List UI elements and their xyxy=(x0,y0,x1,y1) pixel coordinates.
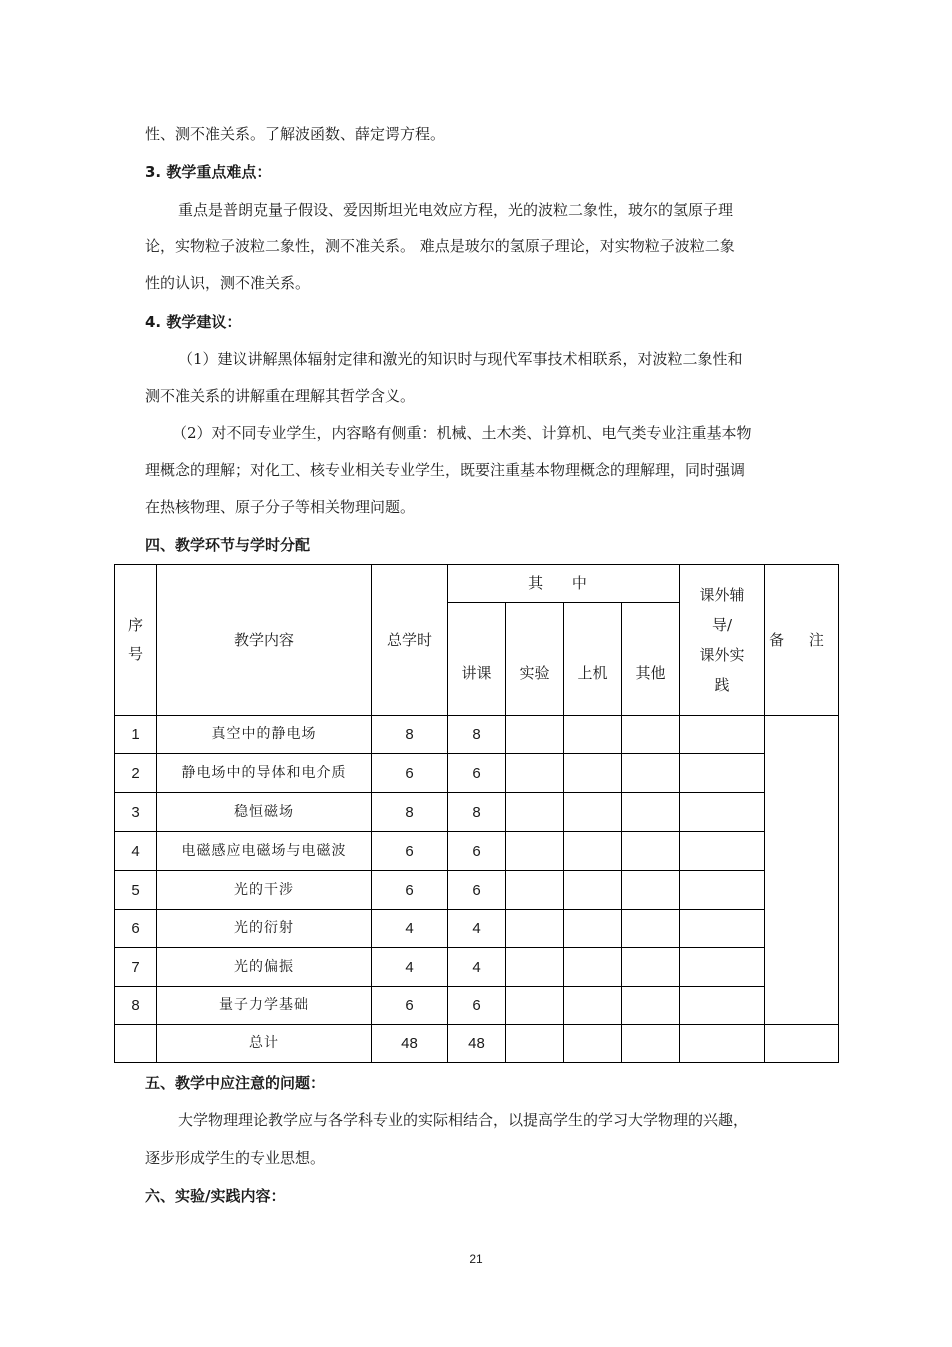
cell-lecture: 8 xyxy=(448,716,506,754)
page-number: 21 xyxy=(469,1252,483,1266)
table-row xyxy=(115,948,839,987)
header-seq-line: 号 xyxy=(127,645,143,663)
cell-content: 电磁感应电磁场与电磁波 xyxy=(157,832,372,871)
cell-remarks xyxy=(765,1025,839,1063)
header-tutoring-line: 课外辅 xyxy=(699,586,745,604)
cell-experiment xyxy=(506,754,564,793)
cell-computer xyxy=(564,871,622,910)
cell-lecture: 6 xyxy=(448,871,506,910)
cell-seq: 6 xyxy=(115,910,157,948)
cell-tutoring xyxy=(680,948,765,987)
header-computer: 上机 xyxy=(564,603,622,716)
cell-content: 光的衍射 xyxy=(157,910,372,948)
cell-lecture: 6 xyxy=(448,754,506,793)
cell-lecture: 8 xyxy=(448,793,506,832)
cell-lecture: 4 xyxy=(448,910,506,948)
section-title-notes: 五、教学中应注意的问题： xyxy=(145,1074,326,1092)
cell-computer xyxy=(564,1025,622,1063)
header-other: 其他 xyxy=(622,603,680,716)
cell-other xyxy=(622,793,680,832)
header-lecture: 讲课 xyxy=(448,603,506,716)
header-tutoring xyxy=(680,565,765,716)
cell-experiment xyxy=(506,987,564,1025)
paragraph-line: 论，实物粒子波粒二象性，测不准关系。 难点是玻尔的氢原子理论，对实物粒子波粒二象 xyxy=(145,237,735,255)
paragraph-line: 在热核物理、原子分子等相关物理问题。 xyxy=(145,498,416,516)
cell-content: 稳恒磁场 xyxy=(157,793,372,832)
cell-total: 8 xyxy=(372,716,448,754)
cell-total: 8 xyxy=(372,793,448,832)
header-tutoring-line: 课外实 xyxy=(699,646,745,664)
cell-total: 48 xyxy=(372,1025,448,1063)
cell-tutoring xyxy=(680,910,765,948)
cell-experiment xyxy=(506,832,564,871)
paragraph-line: 重点是普朗克量子假设、爱因斯坦光电效应方程，光的波粒二象性，玻尔的氢原子理 xyxy=(178,201,734,219)
table-row xyxy=(115,871,839,910)
paragraph-line: 逐步形成学生的专业思想。 xyxy=(145,1149,326,1167)
cell-computer xyxy=(564,948,622,987)
cell-total: 4 xyxy=(372,910,448,948)
cell-seq: 8 xyxy=(115,987,157,1025)
cell-content: 光的干涉 xyxy=(157,871,372,910)
cell-seq xyxy=(115,1025,157,1063)
header-content: 教学内容 xyxy=(157,565,372,716)
cell-tutoring xyxy=(680,793,765,832)
cell-experiment xyxy=(506,1025,564,1063)
cell-other xyxy=(622,948,680,987)
cell-other xyxy=(622,987,680,1025)
paragraph-line: 性、测不准关系。了解波函数、薛定谔方程。 xyxy=(145,125,446,143)
cell-tutoring xyxy=(680,987,765,1025)
heading-teaching-advice: 4. 教学建议： xyxy=(145,313,242,331)
cell-tutoring xyxy=(680,871,765,910)
header-among: 其 中 xyxy=(448,565,680,603)
cell-other xyxy=(622,832,680,871)
cell-seq: 2 xyxy=(115,754,157,793)
cell-total: 4 xyxy=(372,948,448,987)
cell-other xyxy=(622,1025,680,1063)
heading-teaching-focus: 3. 教学重点难点： xyxy=(145,163,272,181)
cell-total: 6 xyxy=(372,754,448,793)
cell-lecture: 4 xyxy=(448,948,506,987)
table-row xyxy=(115,754,839,793)
cell-tutoring xyxy=(680,754,765,793)
cell-tutoring xyxy=(680,716,765,754)
cell-experiment xyxy=(506,871,564,910)
cell-total-label: 总计 xyxy=(157,1025,372,1063)
cell-seq: 7 xyxy=(115,948,157,987)
cell-computer xyxy=(564,832,622,871)
table-row xyxy=(115,987,839,1025)
cell-other xyxy=(622,910,680,948)
header-tutoring-line: 践 xyxy=(714,676,730,694)
cell-seq: 4 xyxy=(115,832,157,871)
cell-computer xyxy=(564,716,622,754)
table-row xyxy=(115,716,839,754)
cell-computer xyxy=(564,793,622,832)
section-title-experiments: 六、实验/实践内容： xyxy=(145,1187,286,1205)
header-seq-line: 序 xyxy=(127,616,143,634)
cell-other xyxy=(622,716,680,754)
paragraph-line: 性的认识，测不准关系。 xyxy=(145,274,311,292)
cell-computer xyxy=(564,987,622,1025)
cell-total: 6 xyxy=(372,832,448,871)
cell-seq: 1 xyxy=(115,716,157,754)
hours-allocation-table xyxy=(114,564,839,1063)
cell-total: 6 xyxy=(372,987,448,1025)
header-experiment: 实验 xyxy=(506,603,564,716)
cell-remarks-merged xyxy=(765,716,839,1025)
table-row xyxy=(115,793,839,832)
header-seq xyxy=(115,565,157,716)
cell-tutoring xyxy=(680,1025,765,1063)
header-total-hours: 总学时 xyxy=(372,565,448,716)
paragraph-line: 大学物理理论教学应与各学科专业的实际相结合，以提高学生的学习大学物理的兴趣， xyxy=(178,1111,749,1129)
cell-total: 6 xyxy=(372,871,448,910)
cell-content: 光的偏振 xyxy=(157,948,372,987)
cell-computer xyxy=(564,910,622,948)
cell-lecture: 48 xyxy=(448,1025,506,1063)
table-row xyxy=(115,832,839,871)
cell-other xyxy=(622,754,680,793)
table-total-row xyxy=(115,1025,839,1063)
cell-experiment xyxy=(506,716,564,754)
cell-lecture: 6 xyxy=(448,832,506,871)
cell-content: 静电场中的导体和电介质 xyxy=(157,754,372,793)
section-title-schedule: 四、教学环节与学时分配 xyxy=(145,536,311,554)
cell-experiment xyxy=(506,948,564,987)
cell-lecture: 6 xyxy=(448,987,506,1025)
table-row xyxy=(115,910,839,948)
paragraph-line: 测不准关系的讲解重在理解其哲学含义。 xyxy=(145,387,416,405)
paragraph-line: （2）对不同专业学生，内容略有侧重：机械、土木类、计算机、电气类专业注重基本物 xyxy=(172,424,752,442)
cell-other xyxy=(622,871,680,910)
cell-tutoring xyxy=(680,832,765,871)
header-tutoring-line: 导/ xyxy=(712,616,733,634)
cell-experiment xyxy=(506,910,564,948)
cell-experiment xyxy=(506,793,564,832)
cell-content: 真空中的静电场 xyxy=(157,716,372,754)
header-remarks: 备 注 xyxy=(765,565,839,716)
paragraph-line: 理概念的理解；对化工、核专业相关专业学生，既要注重基本物理概念的理解理，同时强调 xyxy=(145,461,746,479)
cell-content: 量子力学基础 xyxy=(157,987,372,1025)
cell-seq: 5 xyxy=(115,871,157,910)
paragraph-line: （1）建议讲解黑体辐射定律和激光的知识时与现代军事技术相联系，对波粒二象性和 xyxy=(178,350,743,368)
cell-computer xyxy=(564,754,622,793)
cell-seq: 3 xyxy=(115,793,157,832)
